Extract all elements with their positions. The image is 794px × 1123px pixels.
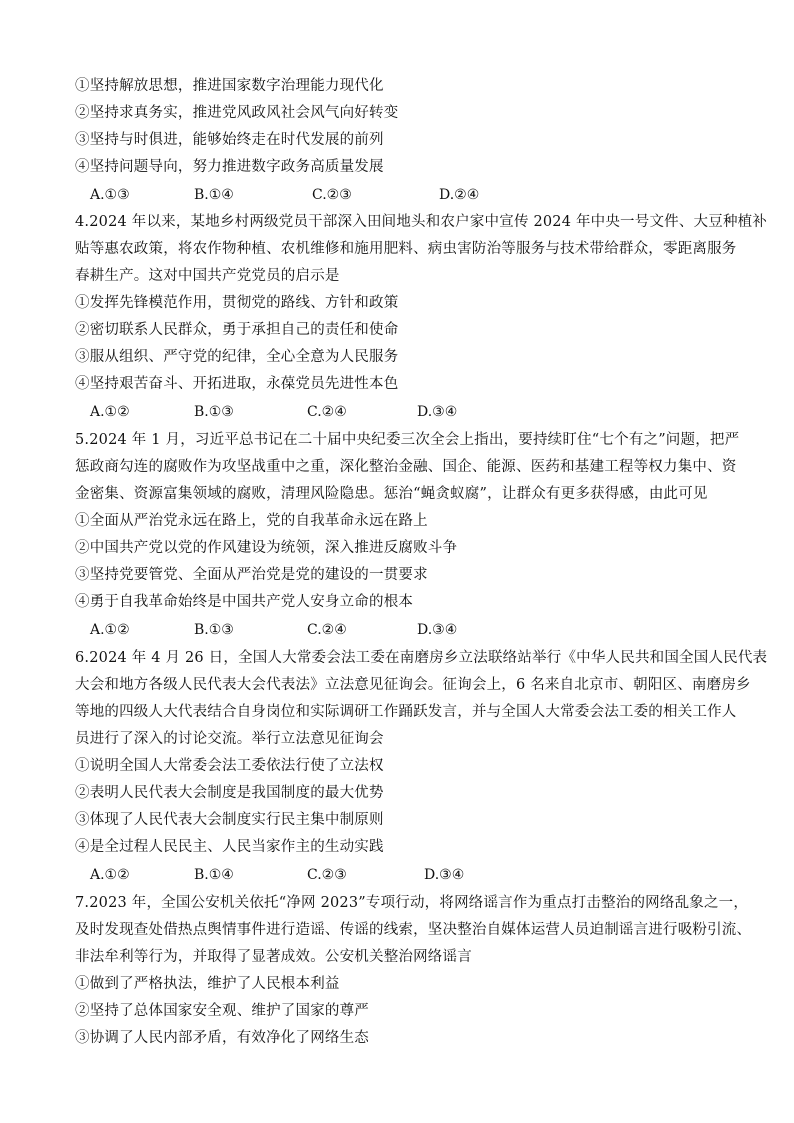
q4-option-c: C.②④ <box>307 404 347 420</box>
q5-item-2: ②中国共产党以党的作风建设为统领，深入推进反腐败斗争 <box>75 540 458 556</box>
q4-option-b: B.①③ <box>194 404 234 420</box>
q4-option-a: A.①② <box>90 404 130 420</box>
q3-item-3: ③坚持与时俱进，能够始终走在时代发展的前列 <box>75 132 384 148</box>
q5-option-c: C.②④ <box>307 622 347 638</box>
q6-option-d: D.③④ <box>424 867 465 883</box>
q6-stem-line-1: 6.2024 年 4 月 26 日，全国人大常委会法工委在南磨房乡立法联络站举行《中华人民共和国全国人民代表 <box>75 650 768 666</box>
q6-stem-line-4: 员进行了深入的讨论交流。举行立法意见征询会 <box>75 731 384 747</box>
q5-stem-line-2: 惩政商勾连的腐败作为攻坚战重中之重，深化整治金融、国企、能源、医药和基建工程等权力集中、资 <box>75 459 737 475</box>
q7-stem-line-2: 及时发现查处借热点舆情事件进行造谣、传谣的线索，坚决整治自媒体运营人员迫制谣言进行吸粉引流、 <box>75 922 752 938</box>
q4-item-2: ②密切联系人民群众，勇于承担自己的责任和使命 <box>75 322 399 338</box>
q7-item-1: ①做到了严格执法，维护了人民根本利益 <box>75 976 340 992</box>
q6-option-c: C.②③ <box>307 867 347 883</box>
q3-item-2: ②坚持求真务实，推进党风政风社会风气向好转变 <box>75 105 399 121</box>
q5-stem-line-1: 5.2024 年 1 月，习近平总书记在二十届中央纪委三次全会上指出，要持续盯住“七个有之”问题，把严 <box>75 432 740 448</box>
q6-item-2: ②表明人民代表大会制度是我国制度的最大优势 <box>75 785 384 801</box>
q6-stem-line-3: 等地的四级人大代表结合自身岗位和实际调研工作踊跃发言，并与全国人大常委会法工委的相关工作人 <box>75 704 737 720</box>
q7-stem-line-1: 7.2023 年，全国公安机关依托“净网 2023”专项行动，将网络谣言作为重点打击整治的网络乱象之一， <box>75 895 749 911</box>
q3-option-b: B.①④ <box>194 187 234 203</box>
q5-option-b: B.①③ <box>194 622 234 638</box>
q4-stem-line-3: 春耕生产。这对中国共产党党员的启示是 <box>75 268 340 284</box>
q4-item-3: ③服从组织、严守党的纪律，全心全意为人民服务 <box>75 349 399 365</box>
q7-stem-line-3: 非法牟利等行为，并取得了显著成效。公安机关整治网络谣言 <box>75 949 472 965</box>
q5-item-4: ④勇于自我革命始终是中国共产党人安身立命的根本 <box>75 594 414 610</box>
q3-option-c: C.②③ <box>312 187 352 203</box>
q3-item-1: ①坚持解放思想，推进国家数字治理能力现代化 <box>75 78 384 94</box>
q6-option-b: B.①④ <box>194 867 234 883</box>
q3-option-d: D.②④ <box>439 187 480 203</box>
q4-stem-line-2: 贴等惠农政策，将农作物种植、农机维修和施用肥料、病虫害防治等服务与技术带给群众，零距离服务 <box>75 241 737 257</box>
q5-stem-line-3: 金密集、资源富集领域的腐败，清理风险隐患。惩治“蝇贪蚁腐”，让群众有更多获得感，由此可见 <box>75 486 708 502</box>
q3-item-4: ④坚持问题导向，努力推进数字政务高质量发展 <box>75 159 384 175</box>
q6-item-4: ④是全过程人民民主、人民当家作主的生动实践 <box>75 839 384 855</box>
q7-item-3: ③协调了人民内部矛盾，有效净化了网络生态 <box>75 1030 369 1046</box>
q7-item-2: ②坚持了总体国家安全观、维护了国家的尊严 <box>75 1003 369 1019</box>
q6-stem-line-2: 大会和地方各级人民代表大会代表法》立法意见征询会。征询会上，6 名来自北京市、朝阳区、南磨房乡 <box>75 677 751 693</box>
q6-item-1: ①说明全国人大常委会法工委依法行使了立法权 <box>75 758 384 774</box>
q5-option-d: D.③④ <box>417 622 458 638</box>
q3-option-a: A.①③ <box>90 187 130 203</box>
q6-option-a: A.①② <box>90 867 130 883</box>
q4-item-4: ④坚持艰苦奋斗、开拓进取，永葆党员先进性本色 <box>75 376 399 392</box>
q4-option-d: D.③④ <box>417 404 458 420</box>
q4-item-1: ①发挥先锋模范作用，贯彻党的路线、方针和政策 <box>75 295 399 311</box>
q5-option-a: A.①② <box>90 622 130 638</box>
q4-stem-line-1: 4.2024 年以来，某地乡村两级党员干部深入田间地头和农户家中宣传 2024 年中央一号文件、大豆种植补 <box>75 214 768 230</box>
q6-item-3: ③体现了人民代表大会制度实行民主集中制原则 <box>75 812 384 828</box>
q5-item-1: ①全面从严治党永远在路上，党的自我革命永远在路上 <box>75 513 428 529</box>
q5-item-3: ③坚持党要管党、全面从严治党是党的建设的一贯要求 <box>75 567 428 583</box>
